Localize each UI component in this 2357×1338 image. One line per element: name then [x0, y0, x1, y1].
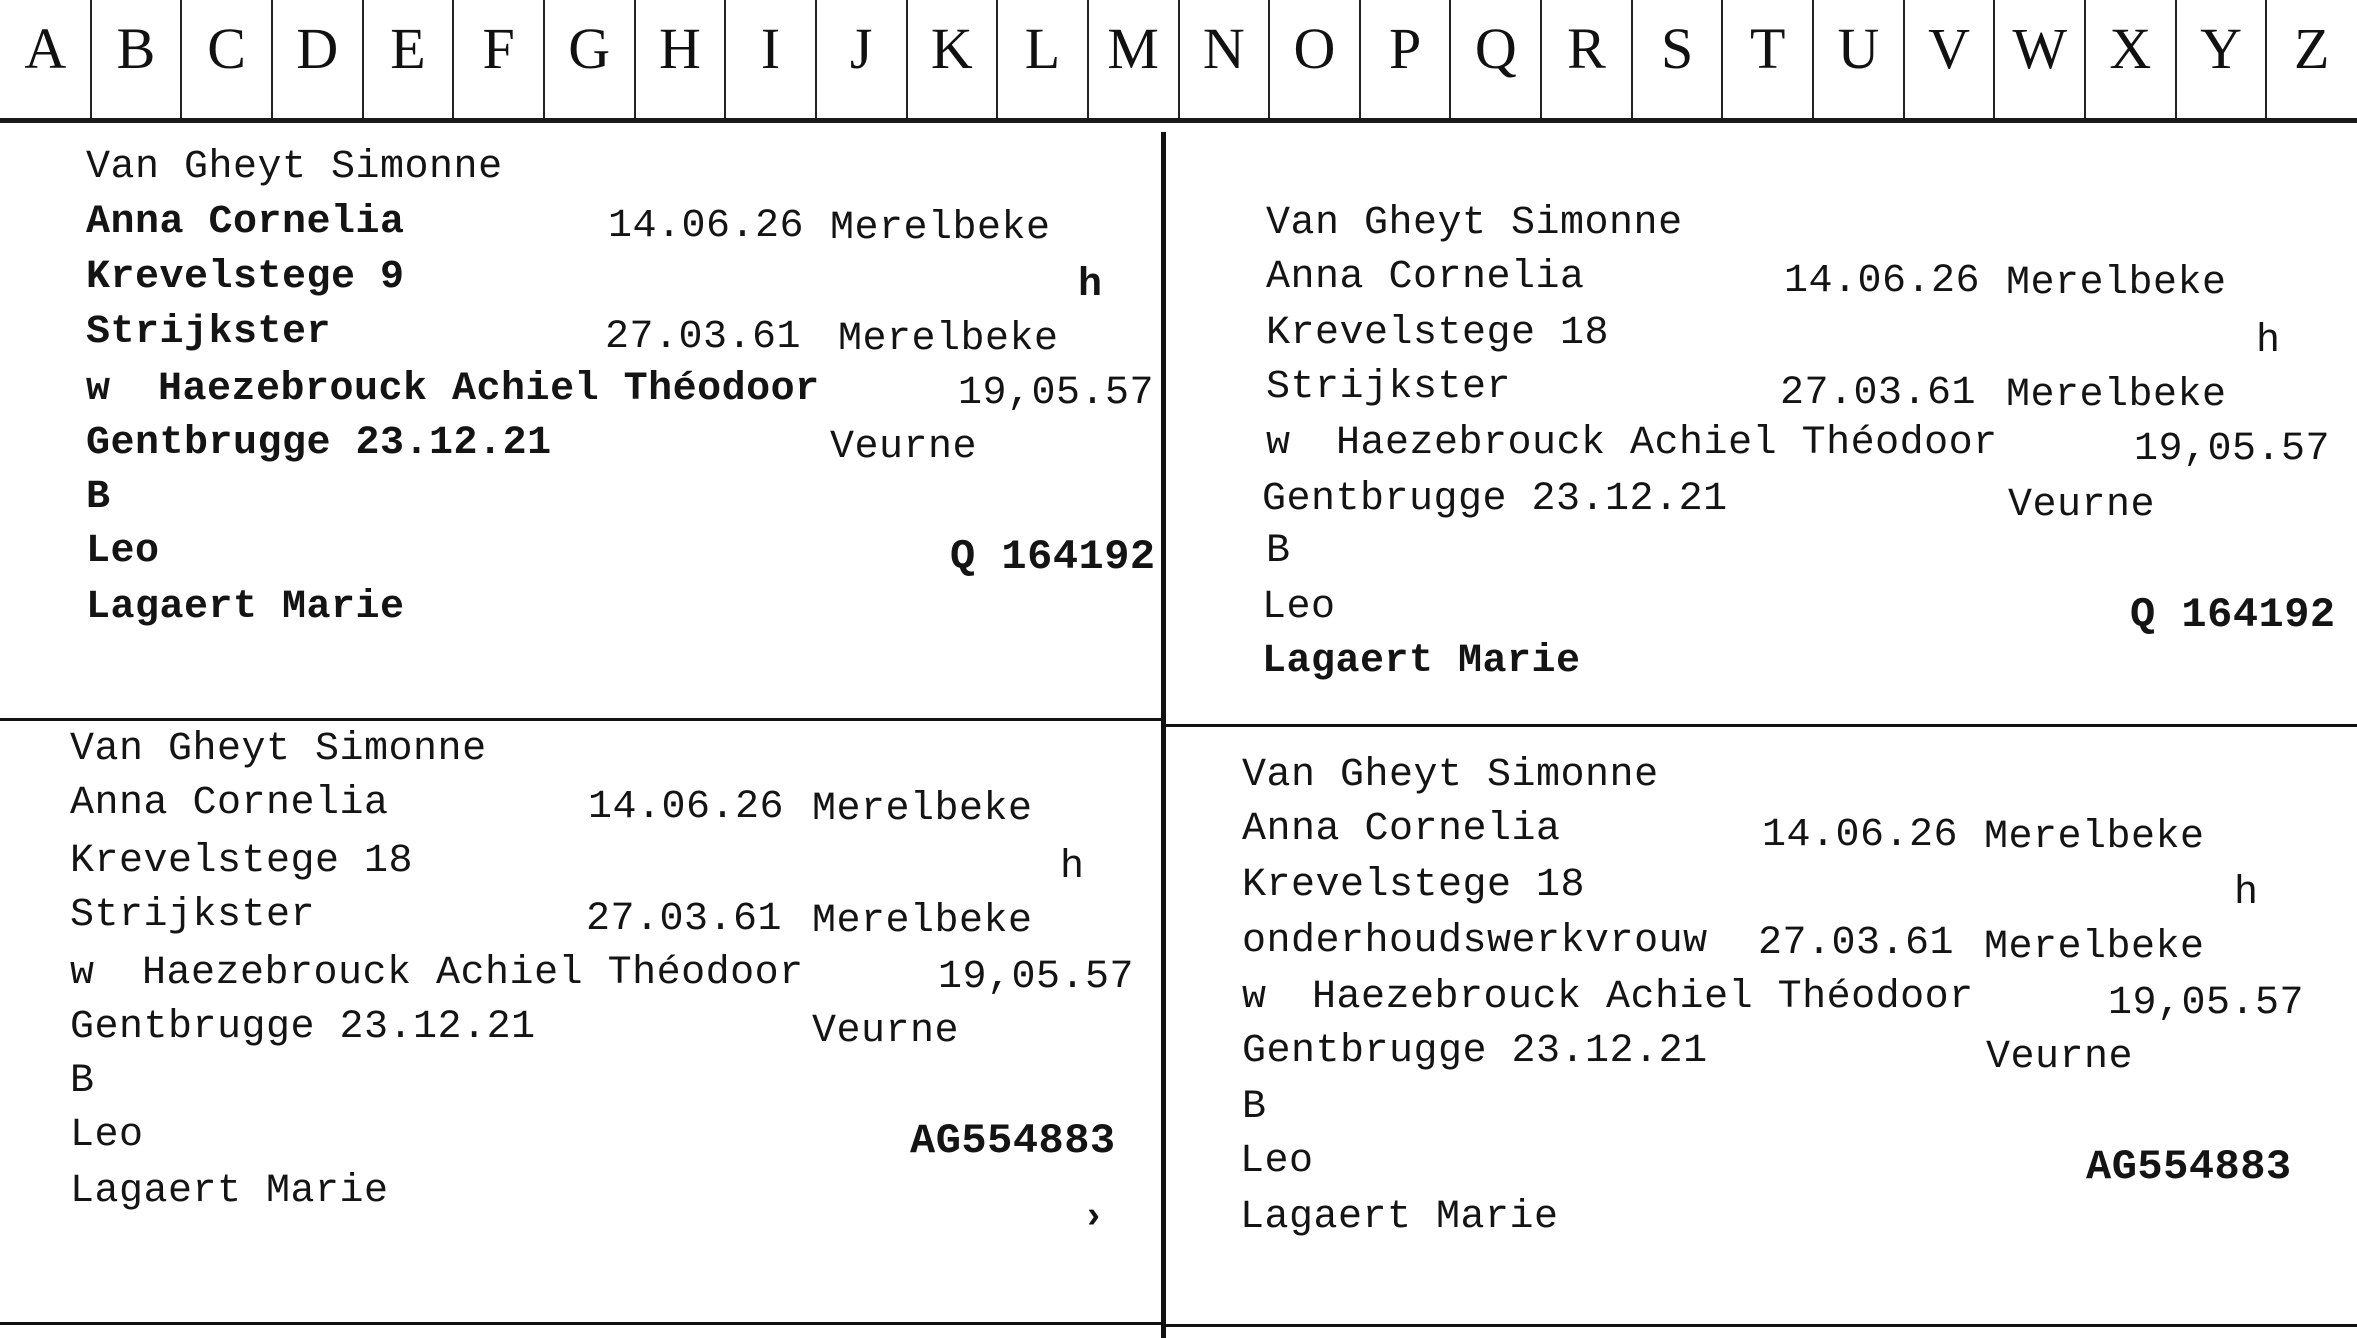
alphabet-divider	[90, 0, 92, 122]
alphabet-divider	[1449, 0, 1451, 122]
alphabet-divider	[1268, 0, 1270, 122]
card-code: Q 164192	[2130, 591, 2336, 639]
alphabet-letter-i: I	[760, 15, 781, 81]
horizontal-divider-right	[1166, 724, 2357, 727]
card-code: AG554883	[910, 1117, 1116, 1165]
alphabet-letter-y: Y	[2200, 15, 2242, 81]
card-spouse: Haezebrouck Achiel Théodoor	[1312, 975, 1974, 1020]
card-date-2: 27.03.61	[605, 315, 802, 360]
alphabet-letter-g: G	[568, 15, 611, 81]
card-status: w	[70, 951, 95, 996]
alphabet-divider	[724, 0, 726, 122]
card-spouse: Haezebrouck Achiel Théodoor	[158, 367, 820, 412]
alphabet-baseline	[0, 118, 2357, 123]
card-status: w	[86, 367, 111, 412]
card-extra-mark: ›	[1082, 1196, 1105, 1239]
card-spouse: Haezebrouck Achiel Théodoor	[1336, 421, 1998, 466]
alphabet-letter-m: M	[1107, 15, 1159, 81]
alphabet-divider	[1993, 0, 1995, 122]
alphabet-letter-p: P	[1388, 15, 1422, 81]
card-given-names: Anna Cornelia	[1242, 807, 1561, 852]
horizontal-divider-left	[0, 718, 1163, 721]
card-place-3: Veurne	[812, 1009, 960, 1054]
card-spouse-birth: Gentbrugge 23.12.21	[70, 1005, 536, 1050]
card-name: Van Gheyt Simonne	[70, 727, 487, 772]
card-given-names: Anna Cornelia	[70, 781, 389, 826]
card-date-3: 19,05.57	[938, 955, 1135, 1000]
alphabet-letter-x: X	[2109, 15, 2152, 81]
card-name: Van Gheyt Simonne	[1266, 201, 1683, 246]
card-father: Leo	[70, 1113, 144, 1158]
card-birth-date: 14.06.26	[608, 204, 805, 249]
alphabet-letter-c: C	[207, 15, 246, 81]
alphabet-letter-u: U	[1837, 15, 1880, 81]
card-birth-place: Merelbeke	[830, 206, 1051, 251]
card-sex: h	[1078, 263, 1103, 308]
card-birth-date: 14.06.26	[1784, 259, 1981, 304]
card-birth-place: Merelbeke	[1984, 815, 2205, 860]
alphabet-divider	[2175, 0, 2177, 122]
card-birth-date: 14.06.26	[1762, 813, 1959, 858]
card-birth-date: 14.06.26	[588, 785, 785, 830]
card-b: B	[1266, 529, 1291, 574]
bottom-divider-left	[0, 1322, 1163, 1325]
card-name: Van Gheyt Simonne	[86, 145, 503, 190]
alphabet-index	[0, 0, 2357, 122]
card-father: Leo	[86, 529, 160, 574]
alphabet-letter-d: D	[296, 15, 339, 81]
alphabet-divider	[452, 0, 454, 122]
card-birth-place: Merelbeke	[812, 787, 1033, 832]
bottom-divider-right	[1166, 1324, 2357, 1327]
card-date-3: 19,05.57	[2108, 981, 2305, 1026]
card-place-3: Veurne	[1986, 1035, 2134, 1080]
alphabet-divider	[996, 0, 998, 122]
card-given-names: Anna Cornelia	[1266, 255, 1585, 300]
alphabet-letter-j: J	[849, 15, 873, 81]
card-father: Leo	[1262, 585, 1336, 630]
vertical-divider	[1161, 132, 1166, 1338]
alphabet-divider	[634, 0, 636, 122]
card-occupation: Strijkster	[70, 893, 316, 938]
card-mother: Lagaert Marie	[1262, 639, 1581, 684]
alphabet-letter-l: L	[1024, 15, 1061, 81]
alphabet-letter-f: F	[482, 15, 515, 81]
card-b: B	[86, 475, 111, 520]
card-place-2: Merelbeke	[812, 899, 1033, 944]
alphabet-divider	[1631, 0, 1633, 122]
card-date-3: 19,05.57	[958, 371, 1155, 416]
alphabet-divider	[1178, 0, 1180, 122]
alphabet-divider	[1087, 0, 1089, 122]
card-place-2: Merelbeke	[2006, 373, 2227, 418]
card-spouse-birth: Gentbrugge 23.12.21	[1242, 1029, 1708, 1074]
alphabet-divider	[2084, 0, 2086, 122]
alphabet-divider	[2265, 0, 2267, 122]
card-occupation: Strijkster	[86, 310, 332, 355]
card-place-3: Veurne	[2008, 483, 2156, 528]
alphabet-letter-a: A	[24, 15, 67, 81]
alphabet-letter-s: S	[1660, 15, 1694, 81]
alphabet-letter-r: R	[1567, 15, 1606, 81]
alphabet-letter-t: T	[1750, 15, 1786, 81]
card-sex: h	[2234, 871, 2259, 916]
card-mother: Lagaert Marie	[86, 585, 405, 630]
alphabet-letter-h: H	[658, 15, 701, 81]
card-address: Krevelstege 9	[86, 255, 405, 300]
alphabet-letter-z: Z	[2293, 15, 2330, 81]
card-address: Krevelstege 18	[1242, 863, 1586, 908]
card-occupation: onderhoudswerkvrouw	[1242, 919, 1708, 964]
card-date-3: 19,05.57	[2134, 427, 2331, 472]
alphabet-letter-w: W	[2012, 15, 2068, 81]
card-address: Krevelstege 18	[70, 839, 414, 884]
card-date-2: 27.03.61	[1780, 371, 1977, 416]
alphabet-letter-o: O	[1293, 15, 1336, 81]
card-date-2: 27.03.61	[586, 897, 783, 942]
alphabet-letter-n: N	[1202, 15, 1245, 81]
alphabet-letter-v: V	[1928, 15, 1970, 81]
card-occupation: Strijkster	[1266, 365, 1512, 410]
card-code: AG554883	[2086, 1143, 2292, 1191]
alphabet-divider	[1812, 0, 1814, 122]
card-b: B	[1242, 1085, 1267, 1130]
card-sex: h	[1060, 845, 1085, 890]
alphabet-divider	[906, 0, 908, 122]
card-mother: Lagaert Marie	[1240, 1195, 1559, 1240]
alphabet-divider	[815, 0, 817, 122]
card-place-2: Merelbeke	[838, 317, 1059, 362]
alphabet-letter-b: B	[116, 15, 156, 81]
card-given-names: Anna Cornelia	[86, 200, 405, 245]
card-status: w	[1266, 421, 1291, 466]
card-place-2: Merelbeke	[1984, 925, 2205, 970]
alphabet-divider	[1721, 0, 1723, 122]
alphabet-divider	[180, 0, 182, 122]
alphabet-letter-q: Q	[1474, 15, 1517, 81]
card-sex: h	[2256, 319, 2281, 364]
card-b: B	[70, 1059, 95, 1104]
card-address: Krevelstege 18	[1266, 311, 1610, 356]
card-place-3: Veurne	[830, 425, 978, 470]
card-spouse: Haezebrouck Achiel Théodoor	[142, 951, 804, 996]
card-status: w	[1242, 975, 1267, 1020]
card-date-2: 27.03.61	[1758, 921, 1955, 966]
alphabet-divider	[362, 0, 364, 122]
card-name: Van Gheyt Simonne	[1242, 753, 1659, 798]
alphabet-divider	[1903, 0, 1905, 122]
alphabet-divider	[1540, 0, 1542, 122]
alphabet-divider	[271, 0, 273, 122]
card-spouse-birth: Gentbrugge 23.12.21	[1262, 477, 1728, 522]
alphabet-letter-k: K	[930, 15, 973, 81]
alphabet-letter-e: E	[390, 15, 426, 81]
card-mother: Lagaert Marie	[70, 1169, 389, 1214]
card-spouse-birth: Gentbrugge 23.12.21	[86, 421, 552, 466]
card-father: Leo	[1240, 1139, 1314, 1184]
card-birth-place: Merelbeke	[2006, 261, 2227, 306]
alphabet-divider	[1359, 0, 1361, 122]
alphabet-divider	[543, 0, 545, 122]
card-code: Q 164192	[950, 533, 1156, 581]
